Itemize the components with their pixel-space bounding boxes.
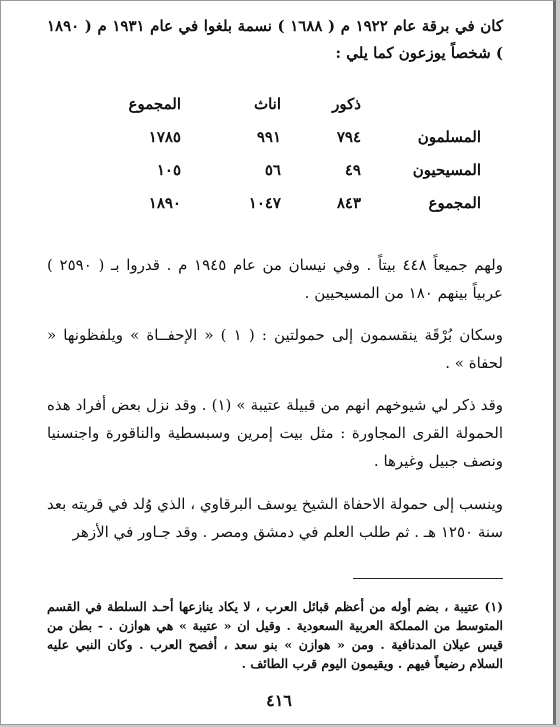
row-females: ٩٩١ [256,128,281,146]
row-label: المجموع [428,194,481,212]
row-males: ٤٩ [344,161,361,179]
row-label: المسلمون [417,128,481,146]
table-row [61,128,481,161]
header-total: المجموع [128,95,181,113]
footnote-divider [353,578,503,579]
footnote: (١) عتيبة ، بضم أوله من أعظم قبائل العرب ، لا يكاد ينازعها أحـد السلطة في القسم المتوسط من المملكة العربية السعودية . وقيل ان « عتيبة » هي هوازن . - بطن من قيس عيلان المدنافية . ومن « هوازن » بنو سعد ، أفصح العرب . وكان النبي عليه السلام رضيعاً فيهم . ويقيمون اليوم قرب الطائف . [47,599,503,671]
intro-paragraph: كان في برقة عام ١٩٢٢ م ( ١٦٨٨ ) نسمة بلغوا في عام ١٩٣١ م ( ١٨٩٠ ) شخصاً يوزعون كما يلي : [47,17,503,62]
row-females: ٥٦ [264,161,281,179]
paragraph-sheikh: وينسب إلى حمولة الاحفاة الشيخ يوسف البرقاوي ، الذي وُلد في قريته بعد سنة ١٢٥٠ هـ . ثم طلب العلم في دمشق ومصر . وقد جـاور في الأزهر [47,495,503,541]
page-number: ٤١٦ [266,691,292,710]
population-table [61,95,481,227]
row-total: ١٠٥ [156,161,181,179]
paragraph-origin: وقد ذكر لي شيوخهم انهم من قبيلة عتيبة » (١) . وقد نزل بعض أفراد هذه الحمولة القرى المجاورة : مثل بيت إمرين وسبسطية والناقورة واجنسنيا ونصف جبيل وغيرها . [47,396,503,470]
row-males: ٨٤٣ [336,194,361,212]
row-males: ٧٩٤ [336,128,361,146]
header-males: ذكور [332,95,361,113]
paragraph-houses-population: ولهم جميعاً ٤٤٨ بيتاً . وفي نيسان من عام ١٩٤٥ م . قدروا بـ ( ٢٥٩٠ ) عربياً بينهم ١٨٠ من المسيحيين . [47,256,503,302]
row-total: ١٨٩٠ [148,194,181,212]
row-females: ١٠٤٧ [248,194,281,212]
row-label: المسيحيون [412,161,481,179]
table-row [61,194,481,227]
paragraph-clans: وسكان بُرْقَة ينقسمون إلى حمولتين : ( ١ ) « الإحفــاة » ويلفظونها « لحفاة » . [47,326,503,372]
table-header-row [61,95,481,128]
row-total: ١٧٨٥ [148,128,181,146]
header-females: اناث [253,95,281,113]
table-row [61,161,481,194]
